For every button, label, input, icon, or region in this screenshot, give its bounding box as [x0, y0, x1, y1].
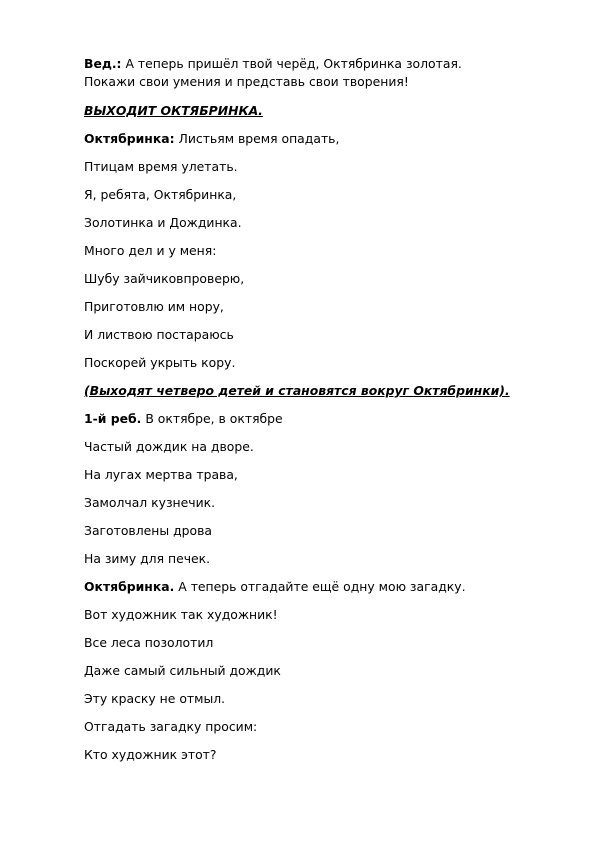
verse-line: Много дел и у меня: — [84, 243, 217, 258]
verse-line: На зиму для печек. — [84, 551, 211, 566]
intro-line-2: Покажи свои умения и представь свои творения! — [84, 74, 409, 89]
verse-line: Приготовлю им нору, — [84, 299, 224, 314]
verse-line: Частый дождик на дворе. — [84, 439, 254, 454]
verse-line: Птицам время улетать. — [84, 159, 238, 174]
verse-line: Я, ребята, Октябринка, — [84, 187, 237, 202]
verse-line: Поскорей укрыть кору. — [84, 355, 236, 370]
verse-line: Кто художник этот? — [84, 747, 217, 762]
stage-direction-text: ВЫХОДИТ ОКТЯБРИНКА. — [84, 103, 263, 118]
verse-text: В октябре, в октябре — [145, 411, 283, 426]
stage-direction-text: (Выходят четверо детей и становятся вокруг Октябринки). — [84, 383, 510, 398]
verse-line — [84, 578, 554, 596]
verse-line: Заготовлены дрова — [84, 523, 213, 538]
intro-line-1: А теперь пришёл твой черёд, Октябринка золотая. — [125, 56, 462, 71]
verse-line: Вот художник так художник! — [84, 607, 278, 622]
verse-line: И листвою постараюсь — [84, 327, 234, 342]
verse-line: На лугах мертва трава, — [84, 467, 238, 482]
verse-text: А теперь отгадайте ещё одну мою загадку. — [178, 579, 466, 594]
speaker-label: 1-й реб. — [84, 411, 142, 426]
stage-direction-paragraph — [84, 382, 554, 400]
document-content — [84, 55, 554, 774]
intro-paragraph — [84, 55, 554, 91]
verse-line: Золотинка и Дождинка. — [84, 215, 242, 230]
verse-line — [84, 130, 554, 148]
verse-line — [84, 410, 554, 428]
speaker-label: Октябринка. — [84, 579, 175, 594]
verse-line: Эту краску не отмыл. — [84, 691, 226, 706]
verse-line: Даже самый сильный дождик — [84, 663, 281, 678]
verse-line: Все леса позолотил — [84, 635, 214, 650]
verse-line: Отгадать загадку просим: — [84, 719, 258, 734]
verse-line: Замолчал кузнечик. — [84, 495, 216, 510]
verse-text: Листьям время опадать, — [178, 131, 340, 146]
speaker-label: Октябринка: — [84, 131, 175, 146]
verse-line: Шубу зайчиковпроверю, — [84, 271, 245, 286]
stage-direction-heading — [84, 102, 554, 120]
speaker-label: Вед.: — [84, 56, 122, 71]
